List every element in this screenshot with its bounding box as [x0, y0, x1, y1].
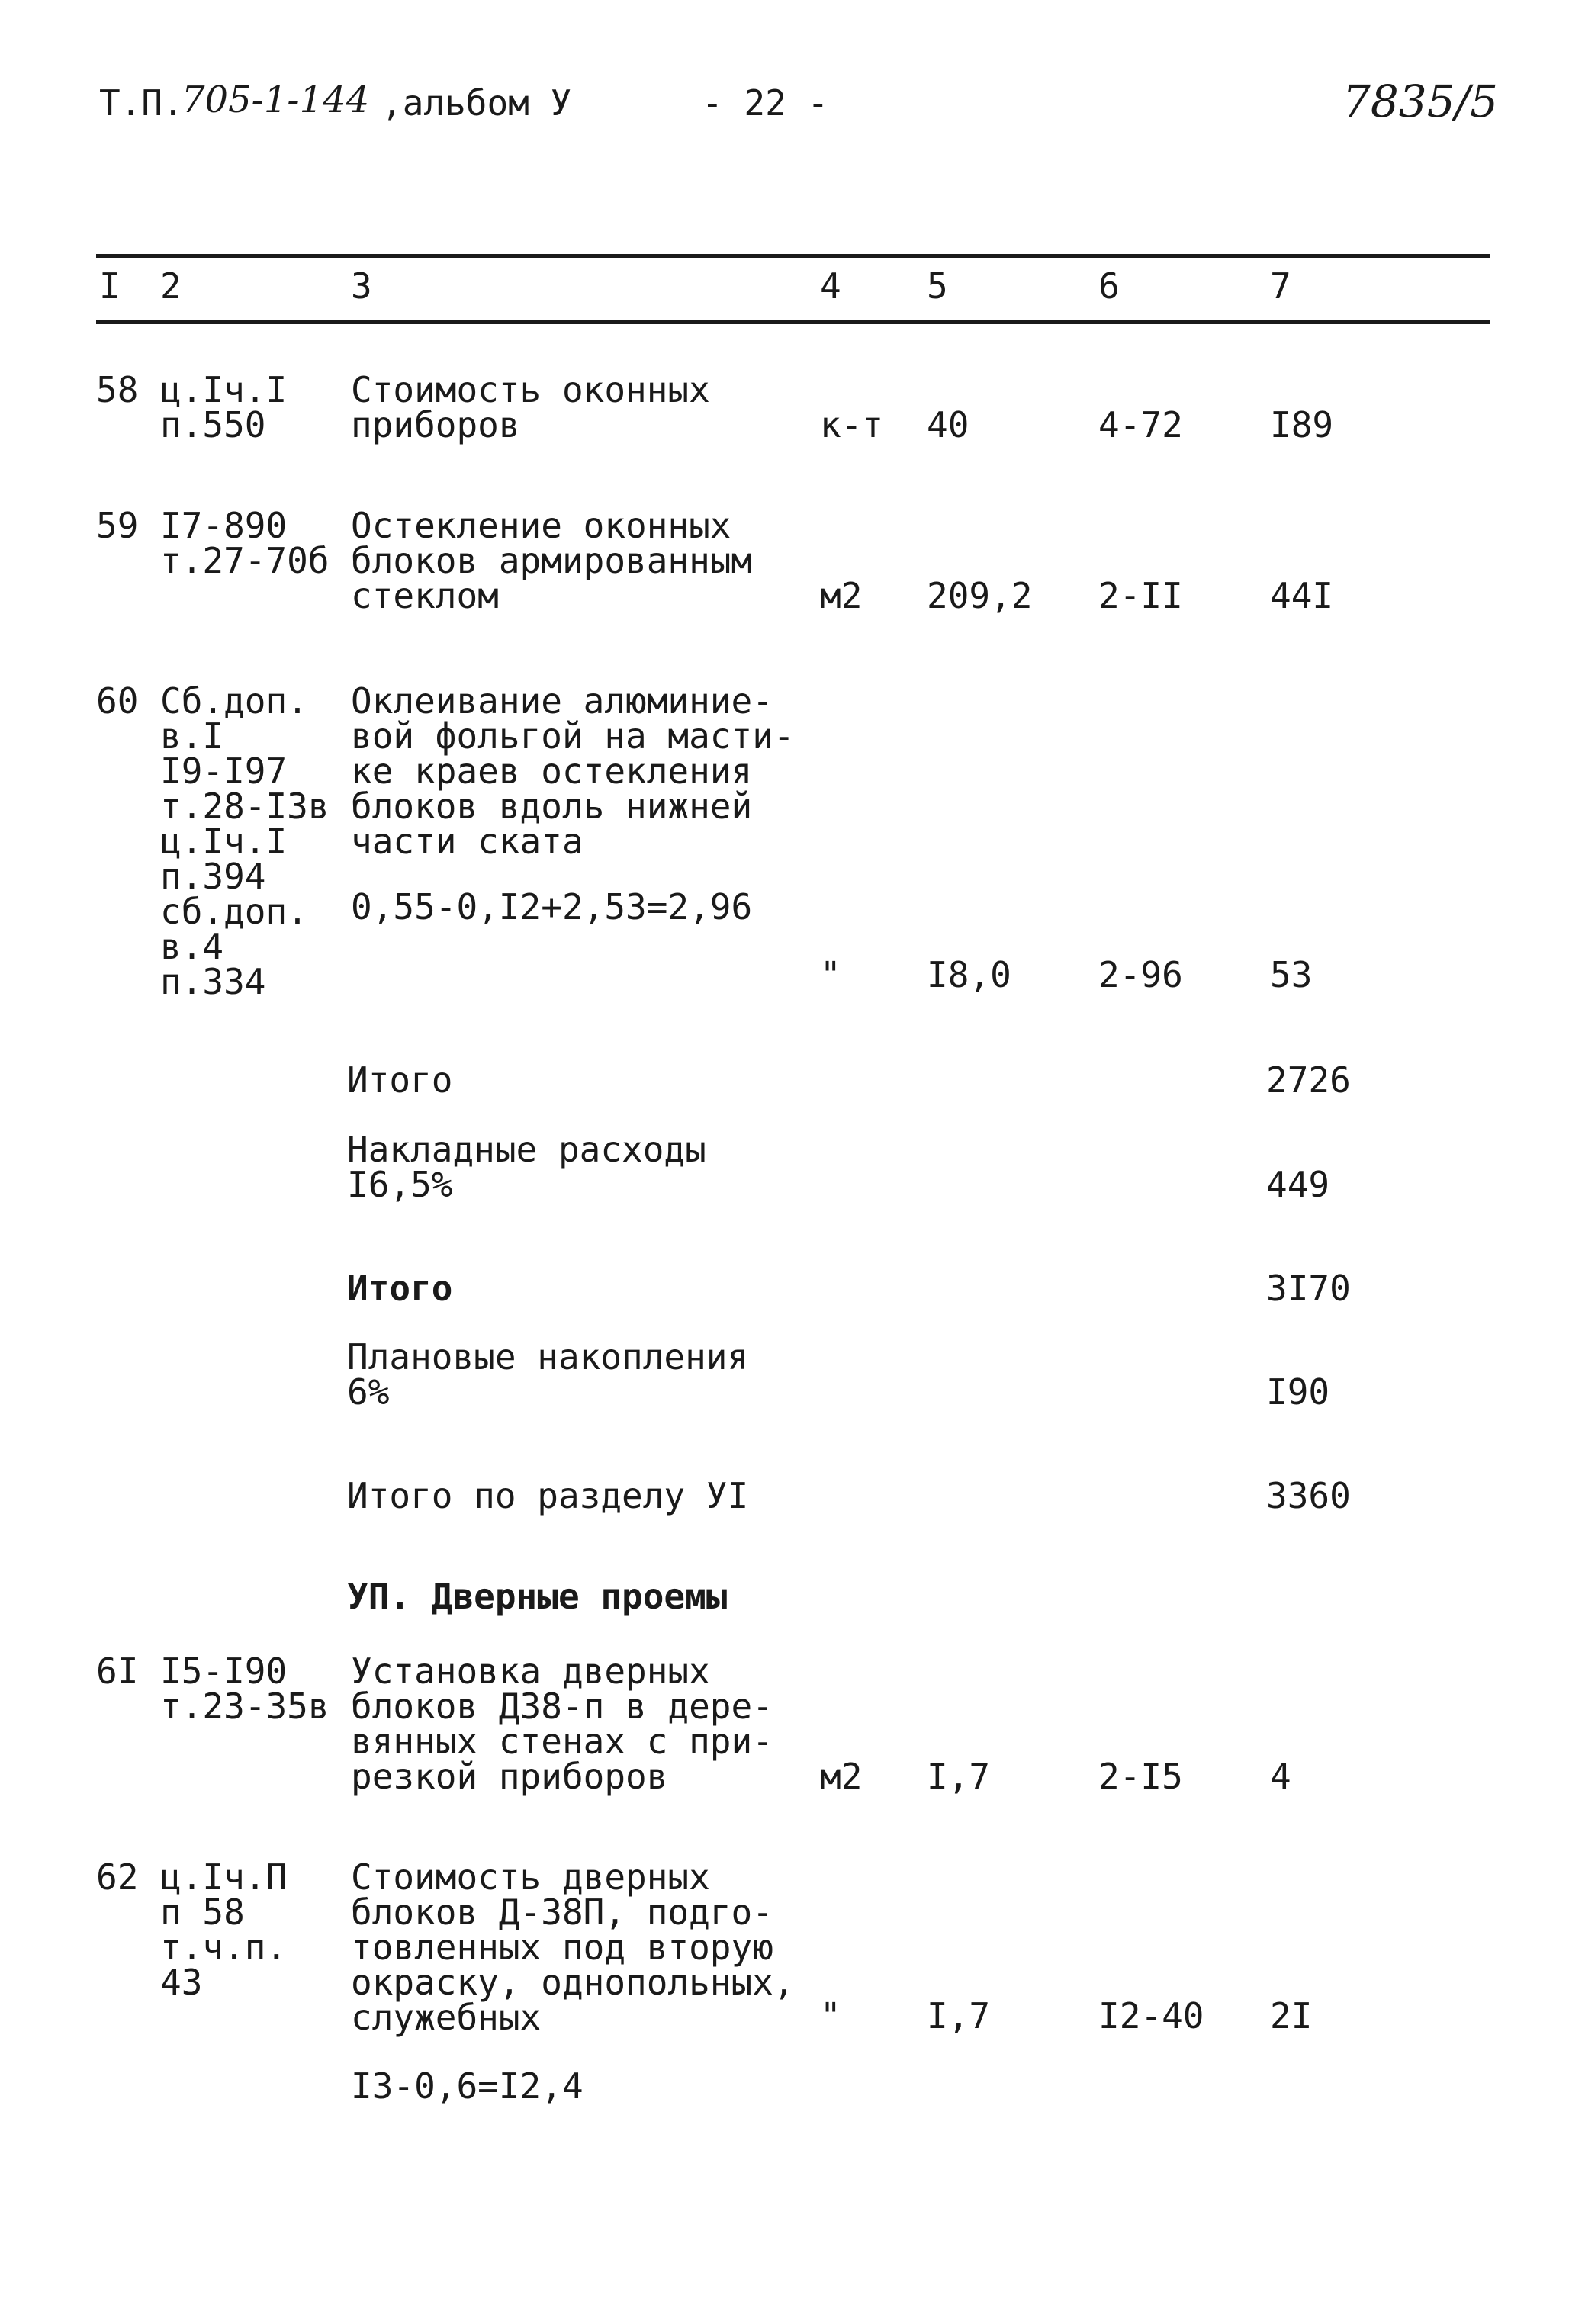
- column-header-4: 4: [820, 265, 841, 307]
- row-60-reference: Сб.доп. в.I I9-I97 т.28-I3в ц.Iч.I п.394 сб.доп. в.4 п.334: [160, 680, 330, 1002]
- subtotal-2-label: Итого: [347, 1268, 453, 1309]
- header-prefix: Т.П.: [99, 82, 184, 124]
- row-58-description: Стоимость оконных приборов: [351, 369, 710, 445]
- row-59-unit: м2: [820, 575, 863, 616]
- overhead-label: Накладные расходы I6,5%: [347, 1129, 706, 1205]
- planned-savings-value: I90: [1266, 1371, 1330, 1413]
- row-61-unit-price: 2-I5: [1098, 1756, 1183, 1797]
- row-60-description: Оклеивание алюминие- вой фольгой на масти- ке краев остекления блоков вдоль нижней части ската: [351, 680, 795, 862]
- section-title: УП. Дверные проемы: [347, 1576, 728, 1617]
- row-58-unit: к-т: [820, 404, 884, 445]
- row-59-total: 44I: [1270, 575, 1334, 616]
- subtotal-value: 2726: [1266, 1059, 1351, 1101]
- row-59-quantity: 209,2: [927, 575, 1033, 616]
- subtotal-label: Итого: [347, 1059, 453, 1101]
- section-total-value: 3360: [1266, 1475, 1351, 1516]
- row-60-unit-price: 2-96: [1098, 954, 1183, 995]
- subtotal-2-value: 3I70: [1266, 1268, 1351, 1309]
- row-62-unit: ": [820, 1995, 841, 2036]
- row-62-description: Стоимость дверных блоков Д-38П, подго- товленных под вторую окраску, однопольных, служебных: [351, 1856, 795, 2038]
- row-61-description: Установка дверных блоков Д38-п в дере- вянных стенах с при- резкой приборов: [351, 1651, 773, 1797]
- row-62-total: 2I: [1270, 1995, 1313, 2036]
- page-number: - 22 -: [702, 82, 829, 124]
- row-60-quantity: I8,0: [927, 954, 1011, 995]
- row-61-quantity: I,7: [927, 1756, 991, 1797]
- row-62-unit-price: I2-40: [1098, 1995, 1204, 2036]
- row-61-reference: I5-I90 т.23-35в: [160, 1651, 330, 1727]
- row-59-description: Остекление оконных блоков армированным стеклом: [351, 505, 753, 616]
- row-61-unit: м2: [820, 1756, 863, 1797]
- column-header-1: I: [99, 265, 121, 307]
- row-58-number: 58: [96, 369, 139, 410]
- row-58-total: I89: [1270, 404, 1334, 445]
- row-61-total: 4: [1270, 1756, 1291, 1797]
- row-62-number: 62: [96, 1856, 139, 1898]
- section-total-label: Итого по разделу УI: [347, 1475, 749, 1516]
- row-62-quantity: I,7: [927, 1995, 991, 2036]
- row-61-number: 6I: [96, 1651, 139, 1692]
- column-header-3: 3: [351, 265, 372, 307]
- row-60-formula: 0,55-0,I2+2,53=2,96: [351, 886, 753, 927]
- table-header-rule: [96, 320, 1490, 324]
- column-header-6: 6: [1098, 265, 1120, 307]
- row-60-unit: ": [820, 954, 841, 995]
- project-number: 705-1-144: [182, 79, 370, 121]
- row-58-unit-price: 4-72: [1098, 404, 1183, 445]
- row-59-unit-price: 2-II: [1098, 575, 1183, 616]
- row-60-total: 53: [1270, 954, 1313, 995]
- overhead-value: 449: [1266, 1164, 1330, 1205]
- column-header-5: 5: [927, 265, 948, 307]
- row-59-number: 59: [96, 505, 139, 546]
- row-59-reference: I7-890 т.27-70б: [160, 505, 330, 581]
- column-header-2: 2: [160, 265, 182, 307]
- row-60-number: 60: [96, 680, 139, 722]
- row-58-quantity: 40: [927, 404, 969, 445]
- planned-savings-label: Плановые накопления 6%: [347, 1336, 749, 1413]
- row-62-reference: ц.Iч.П п 58 т.ч.п. 43: [160, 1856, 288, 2003]
- sheet-number: 7835/5: [1342, 76, 1499, 127]
- column-header-7: 7: [1270, 265, 1291, 307]
- row-62-formula: I3-0,6=I2,4: [351, 2065, 584, 2107]
- album-label: ,альбом У: [381, 82, 572, 124]
- row-58-reference: ц.Iч.I п.550: [160, 369, 288, 445]
- table-top-rule: [96, 254, 1490, 258]
